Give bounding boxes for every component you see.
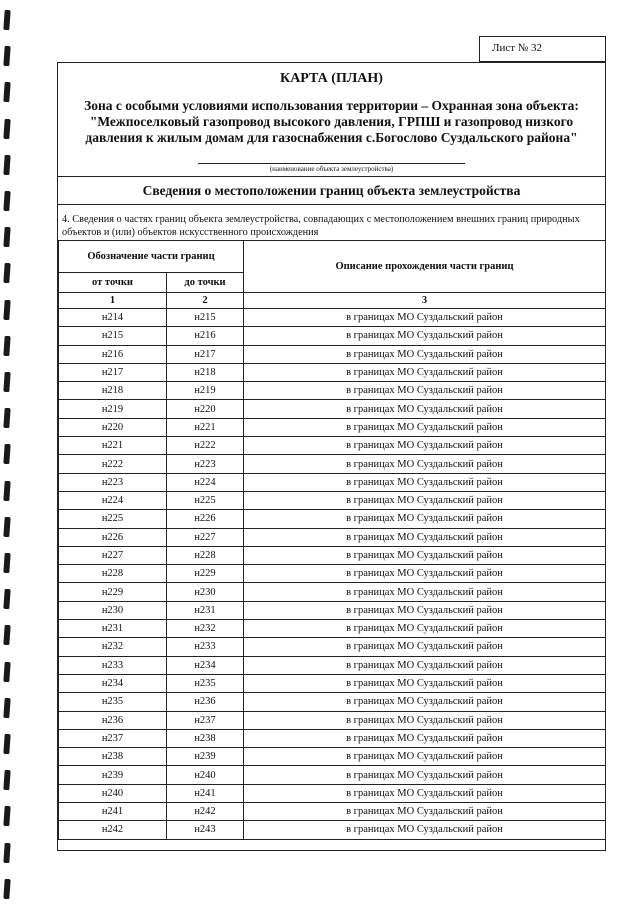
sheet-number-box — [479, 36, 606, 62]
table-row — [59, 491, 606, 509]
header-num-3: 3 — [244, 293, 606, 309]
binding-mark — [3, 408, 10, 428]
document-frame — [57, 62, 606, 851]
cell-from: н216 — [59, 345, 167, 363]
cell-from: н242 — [59, 821, 167, 839]
table-row — [59, 601, 606, 619]
cell-desc: в границах МО Суздальский район — [244, 400, 606, 418]
table-row — [59, 528, 606, 546]
table-row — [59, 693, 606, 711]
table-row — [59, 510, 606, 528]
cell-from: н221 — [59, 437, 167, 455]
cell-desc: в границах МО Суздальский район — [244, 363, 606, 381]
cell-desc: в границах МО Суздальский район — [244, 309, 606, 327]
cell-desc: в границах МО Суздальский район — [244, 620, 606, 638]
cell-to: н231 — [167, 601, 244, 619]
table-row — [59, 656, 606, 674]
cell-desc: в границах МО Суздальский район — [244, 748, 606, 766]
cell-desc: в границах МО Суздальский район — [244, 382, 606, 400]
cell-to: н227 — [167, 528, 244, 546]
cell-from: н220 — [59, 418, 167, 436]
table-row — [59, 748, 606, 766]
binding-mark — [3, 46, 10, 66]
cell-to: н241 — [167, 784, 244, 802]
header-from: от точки — [59, 273, 167, 293]
binding-mark — [3, 300, 10, 320]
table-row — [59, 565, 606, 583]
cell-desc: в границах МО Суздальский район — [244, 674, 606, 692]
cell-to: н220 — [167, 400, 244, 418]
cell-from: н215 — [59, 327, 167, 345]
binding-mark — [3, 734, 10, 754]
binding-mark — [3, 372, 10, 392]
cell-desc: в границах МО Суздальский район — [244, 784, 606, 802]
cell-desc: в границах МО Суздальский район — [244, 693, 606, 711]
cell-from: н236 — [59, 711, 167, 729]
binding-mark — [3, 589, 10, 609]
document-title: КАРТА (ПЛАН) — [280, 71, 383, 86]
cell-from: н228 — [59, 565, 167, 583]
cell-from: н237 — [59, 729, 167, 747]
subtitle-caption: (наименование объекта землеустройства) — [198, 163, 465, 173]
cell-to: н239 — [167, 748, 244, 766]
table-row — [59, 455, 606, 473]
table-row — [59, 821, 606, 839]
cell-from: н217 — [59, 363, 167, 381]
cell-desc: в границах МО Суздальский район — [244, 803, 606, 821]
cell-from: н240 — [59, 784, 167, 802]
cell-desc: в границах МО Суздальский район — [244, 418, 606, 436]
cell-to: н240 — [167, 766, 244, 784]
cell-to: н230 — [167, 583, 244, 601]
sheet-number-label: Лист № 32 — [492, 42, 543, 54]
table-row — [59, 620, 606, 638]
cell-desc: в границах МО Суздальский район — [244, 327, 606, 345]
table-row — [59, 711, 606, 729]
cell-from: н235 — [59, 693, 167, 711]
table-row — [59, 583, 606, 601]
binding-holes — [0, 0, 22, 905]
binding-mark — [3, 698, 10, 718]
header-to: до точки — [167, 273, 244, 293]
binding-mark — [3, 119, 10, 139]
binding-mark — [3, 806, 10, 826]
binding-mark — [3, 517, 10, 537]
cell-from: н214 — [59, 309, 167, 327]
table-row — [59, 803, 606, 821]
table-row — [59, 784, 606, 802]
cell-desc: в границах МО Суздальский район — [244, 455, 606, 473]
cell-to: н228 — [167, 546, 244, 564]
table-row — [59, 309, 606, 327]
cell-from: н224 — [59, 491, 167, 509]
cell-to: н235 — [167, 674, 244, 692]
cell-to: н223 — [167, 455, 244, 473]
cell-to: н238 — [167, 729, 244, 747]
cell-desc: в границах МО Суздальский район — [244, 711, 606, 729]
cell-to: н225 — [167, 491, 244, 509]
cell-from: н229 — [59, 583, 167, 601]
cell-to: н219 — [167, 382, 244, 400]
binding-mark — [3, 625, 10, 645]
cell-from: н234 — [59, 674, 167, 692]
cell-from: н232 — [59, 638, 167, 656]
cell-desc: в границах МО Суздальский район — [244, 729, 606, 747]
cell-from: н223 — [59, 473, 167, 491]
table-row — [59, 638, 606, 656]
cell-to: н229 — [167, 565, 244, 583]
binding-mark — [3, 263, 10, 283]
binding-mark — [3, 10, 10, 30]
binding-mark — [3, 227, 10, 247]
cell-from: н226 — [59, 528, 167, 546]
section-title: Сведения о местоположении границ объекта землеустройства — [58, 177, 605, 205]
binding-mark — [3, 336, 10, 356]
table-row — [59, 473, 606, 491]
table-row — [59, 363, 606, 381]
table-body — [59, 309, 606, 840]
header-desc: Описание прохождения части границ — [244, 241, 606, 293]
cell-to: н236 — [167, 693, 244, 711]
cell-to: н217 — [167, 345, 244, 363]
boundaries-table — [58, 240, 606, 840]
cell-desc: в границах МО Суздальский район — [244, 437, 606, 455]
cell-desc: в границах МО Суздальский район — [244, 766, 606, 784]
cell-desc: в границах МО Суздальский район — [244, 473, 606, 491]
table-row — [59, 674, 606, 692]
cell-desc: в границах МО Суздальский район — [244, 510, 606, 528]
cell-to: н237 — [167, 711, 244, 729]
binding-mark — [3, 662, 10, 682]
cell-to: н234 — [167, 656, 244, 674]
table-row — [59, 327, 606, 345]
binding-mark — [3, 155, 10, 175]
table-row — [59, 382, 606, 400]
table-row — [59, 729, 606, 747]
binding-mark — [3, 191, 10, 211]
table-row — [59, 400, 606, 418]
cell-desc: в границах МО Суздальский район — [244, 565, 606, 583]
cell-desc: в границах МО Суздальский район — [244, 821, 606, 839]
cell-from: н227 — [59, 546, 167, 564]
cell-to: н233 — [167, 638, 244, 656]
table-row — [59, 345, 606, 363]
table-row — [59, 437, 606, 455]
header-group: Обозначение части границ — [59, 241, 244, 273]
cell-from: н233 — [59, 656, 167, 674]
binding-mark — [3, 770, 10, 790]
cell-from: н239 — [59, 766, 167, 784]
cell-to: н232 — [167, 620, 244, 638]
cell-desc: в границах МО Суздальский район — [244, 528, 606, 546]
header-num-2: 2 — [167, 293, 244, 309]
cell-to: н222 — [167, 437, 244, 455]
cell-from: н222 — [59, 455, 167, 473]
section-note: 4. Сведения о частях границ объекта землеустройства, совпадающих с местоположением внешних границ природных объектов и (или) объектов искусственного происхождения — [62, 214, 580, 238]
cell-desc: в границах МО Суздальский район — [244, 583, 606, 601]
table-row — [59, 418, 606, 436]
cell-from: н231 — [59, 620, 167, 638]
document-subtitle: Зона с особыми условиями использования территории – Охранная зона объекта: "Межпоселковый газопровод высокого давления, ГРПШ и газопровод низкого давления к жилым домам для газоснабжения с.Богослово Суздальского района" — [84, 98, 579, 145]
title-block — [58, 63, 605, 177]
cell-desc: в границах МО Суздальский район — [244, 546, 606, 564]
binding-mark — [3, 444, 10, 464]
binding-mark — [3, 553, 10, 573]
cell-desc: в границах МО Суздальский район — [244, 601, 606, 619]
cell-from: н238 — [59, 748, 167, 766]
cell-to: н215 — [167, 309, 244, 327]
cell-from: н219 — [59, 400, 167, 418]
cell-desc: в границах МО Суздальский район — [244, 656, 606, 674]
header-num-1: 1 — [59, 293, 167, 309]
cell-to: н226 — [167, 510, 244, 528]
cell-to: н218 — [167, 363, 244, 381]
cell-from: н230 — [59, 601, 167, 619]
table-row — [59, 766, 606, 784]
cell-to: н216 — [167, 327, 244, 345]
cell-desc: в границах МО Суздальский район — [244, 491, 606, 509]
cell-to: н243 — [167, 821, 244, 839]
cell-to: н224 — [167, 473, 244, 491]
cell-desc: в границах МО Суздальский район — [244, 345, 606, 363]
cell-to: н221 — [167, 418, 244, 436]
table-row — [59, 546, 606, 564]
cell-from: н225 — [59, 510, 167, 528]
cell-to: н242 — [167, 803, 244, 821]
binding-mark — [3, 481, 10, 501]
cell-desc: в границах МО Суздальский район — [244, 638, 606, 656]
binding-mark — [3, 879, 10, 899]
binding-mark — [3, 82, 10, 102]
cell-from: н218 — [59, 382, 167, 400]
cell-from: н241 — [59, 803, 167, 821]
binding-mark — [3, 843, 10, 863]
